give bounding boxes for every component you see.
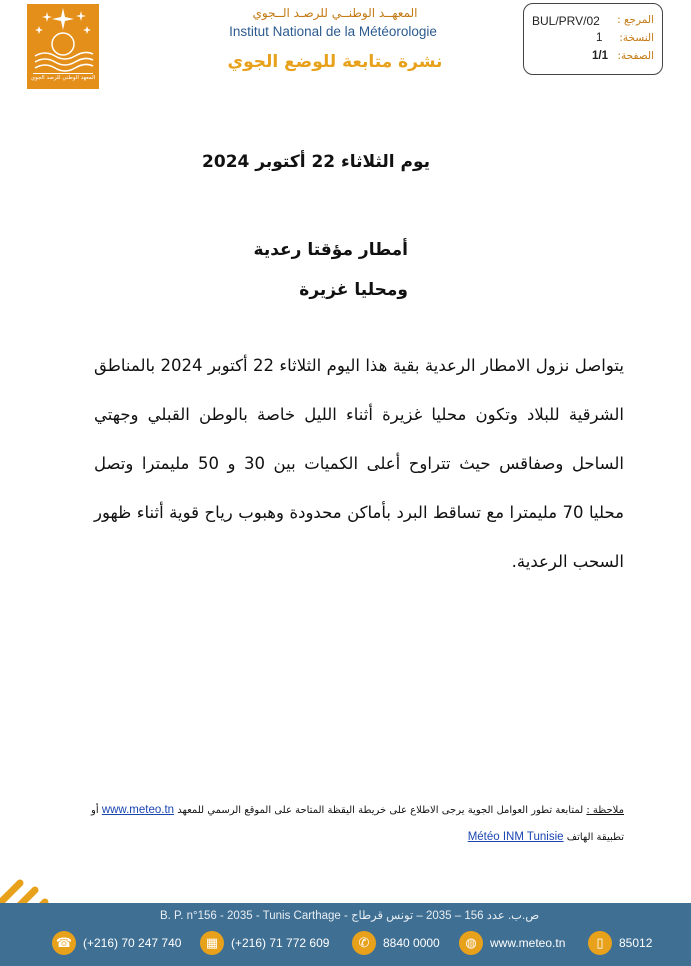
call-center-icon: ✆ <box>352 931 376 955</box>
note <box>50 797 624 851</box>
note-line-1 <box>50 797 624 824</box>
footer <box>0 903 691 966</box>
page-label: الصفحة: <box>617 50 654 62</box>
footer-fax[interactable] <box>200 930 329 956</box>
footer-sms[interactable] <box>588 930 652 956</box>
mobile-icon: ▯ <box>588 931 612 955</box>
footer-call-center[interactable] <box>352 930 440 956</box>
globe-icon: ◍ <box>459 931 483 955</box>
phone-icon: ☎ <box>52 931 76 955</box>
headline <box>180 230 408 310</box>
headline-line-2: ومحليا غزيرة <box>299 280 408 300</box>
bulletin-body: يتواصل نزول الامطار الرعدية بقية هذا اليوم الثلاثاء 22 أكتوبر 2024 بالمناطق الشرقية للبلاد وتكون محليا غزيرة أثناء الليل خاصة بالوطن القبلي وجهتي الساحل وصفاقس حيث تتراوح أعلى الكميات بين 30 و 50 مليمترا وتصل محليا 70 مليمترا مع تساقط البرد بأماكن محدودة وهبوب رياح قوية أثناء ظهور السحب الرعدية. <box>94 356 624 571</box>
reference-label: المرجع : <box>617 14 654 26</box>
version-value: 1 <box>596 32 603 44</box>
footer-sms-text: 85012 <box>619 936 653 950</box>
logo-caption: المعهد الوطني للرصد الجوي <box>30 75 96 81</box>
footer-phone-text: (+216) 70 247 740 <box>83 936 182 950</box>
version-label: النسخة: <box>619 32 654 44</box>
reference-value: BUL/PRV/02 <box>532 14 600 28</box>
footer-website-text: www.meteo.tn <box>490 936 566 950</box>
site-link[interactable]: www.meteo.tn <box>101 804 175 816</box>
footer-address: B. P. n°156 - 2035 - Tunis Carthage - ص.ب. عدد 156 – 2035 – تونس قرطاج <box>160 910 540 922</box>
footer-fax-text: (+216) 71 772 609 <box>231 936 330 950</box>
note-line-2 <box>50 824 624 851</box>
footer-website[interactable] <box>459 930 565 956</box>
fax-icon: ▦ <box>200 931 224 955</box>
reference-box <box>523 3 663 75</box>
note-or: أو <box>91 805 99 816</box>
institute-name-fr: Institut National de la Météorologie <box>229 24 437 39</box>
note-label: ملاحظة : <box>586 805 624 816</box>
footer-phone[interactable] <box>52 930 181 956</box>
note-text: لمتابعة تطور العوامل الجوية يرجى الاطلاع على خريطة اليقظة المتاحة على الموقع الرسمي للمعهد <box>177 805 587 816</box>
app-text: تطبيقة الهاتف <box>566 832 624 843</box>
app-link[interactable]: Météo INM Tunisie <box>467 831 564 843</box>
inm-logo <box>27 4 99 89</box>
bulletin-date: يوم الثلاثاء 22 أكتوبر 2024 <box>202 152 430 172</box>
institute-name-ar: المعهــد الوطنــي للرصـد الــجوي <box>252 6 418 20</box>
bulletin-title: نشرة متابعة للوضع الجوي <box>227 52 443 72</box>
page-value: 1/1 <box>592 50 608 62</box>
headline-line-1: أمطار مؤقتا رعدية <box>253 240 408 260</box>
footer-call-center-text: 8840 0000 <box>383 936 440 950</box>
